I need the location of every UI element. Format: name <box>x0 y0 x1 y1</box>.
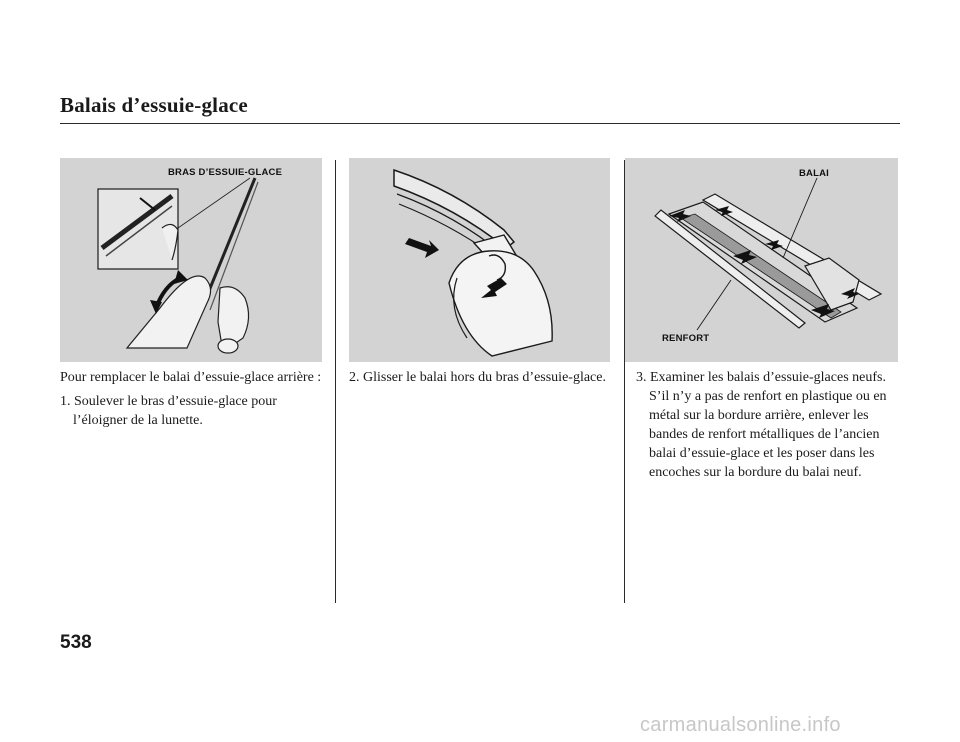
column-divider-2 <box>624 160 625 603</box>
step-2-text: 2. Glisser le balai hors du bras d’essuie-glace. <box>349 370 606 385</box>
column-2-text <box>349 368 619 387</box>
slide-blade-illustration <box>349 158 610 362</box>
page-number: 538 <box>60 632 92 653</box>
blade-label: BALAI <box>799 168 830 179</box>
watermark: carmanualsonline.info <box>640 714 841 736</box>
wiper-arm-label: BRAS D’ESSUIE-GLACE <box>168 167 283 178</box>
step-1-text: 1. Soulever le bras d’essuie-glace pour l’éloigner de la lunette. <box>60 394 277 428</box>
column-1-text <box>60 368 325 430</box>
figure-blade-reinforcement <box>625 158 898 362</box>
step-3-text: 3. Examiner les balais d’essuie-glaces neufs. S’il n’y a pas de renfort en plastique ou en métal sur la bordure arrière, enlever les bandes de renfort métalliques de l’ancien balai d’essuie-glace et les poser dans les encoches sur la bordure du balai neuf. <box>636 370 887 480</box>
intro-text: Pour remplacer le balai d’essuie-glace arrière : <box>60 370 322 385</box>
title-rule <box>60 123 900 124</box>
figure-lift-wiper-arm <box>60 158 322 362</box>
wiper-arm-illustration <box>60 158 322 362</box>
column-3-text <box>636 368 906 482</box>
page-title: Balais d’essuie-glace <box>60 93 248 117</box>
column-divider-1 <box>335 160 336 603</box>
figure-slide-blade <box>349 158 610 362</box>
blade-reinforcement-illustration <box>625 158 898 362</box>
reinforcement-label: RENFORT <box>662 333 710 344</box>
